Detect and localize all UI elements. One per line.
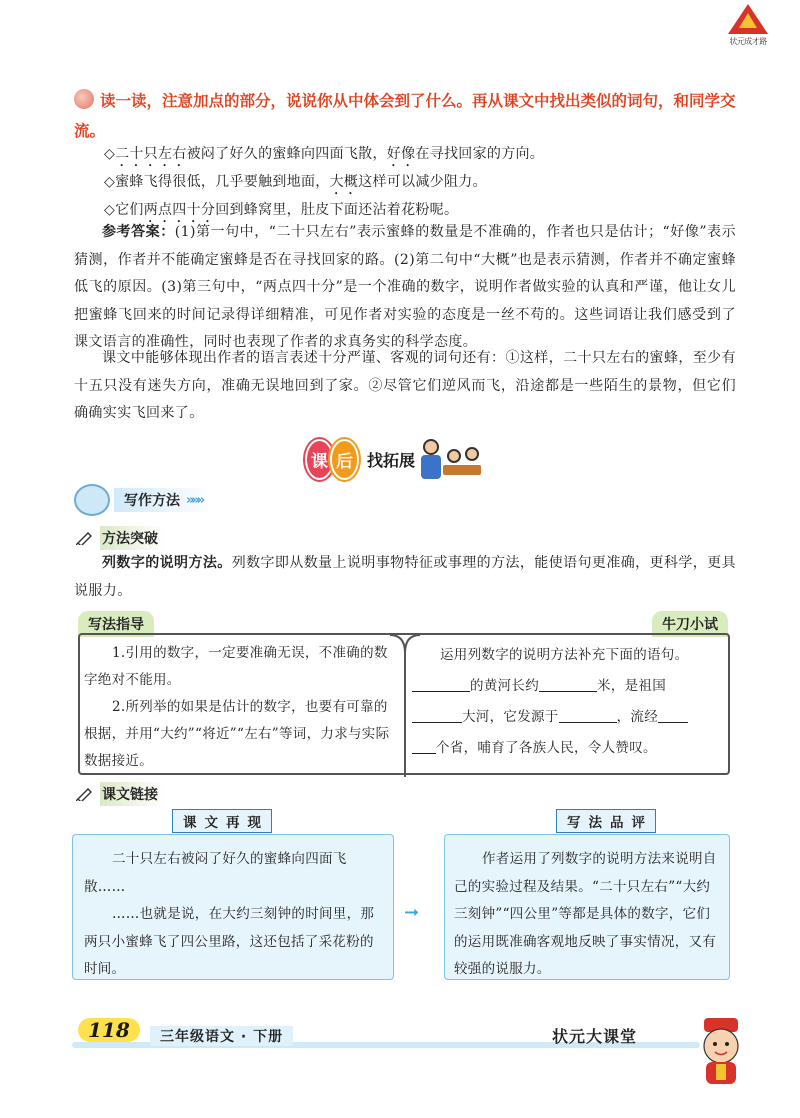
exercise-question [74,86,754,146]
fill-blank[interactable] [412,740,436,754]
fill-blank[interactable] [412,678,470,692]
writing-review-text [454,846,722,984]
answer-body: (1)第一句中，“二十只左右”表示蜜蜂的数量是不准确的，作者也只是估计；“好像”表示猜测，作者并不能确定蜜蜂是否在寻找回家的路。(2)第二句中“大概”也是表示猜测，作者并不确定蜜蜂低飞的原因。(3)第三句中，“两点四十分”是一个准确的数字，说明作者做实验的认真和严谨，他让女儿把蜜蜂飞回来的时间记录得详细精准，可见作者对实验的态度是一丝不苟的。这些词语让我们感受到了课文语言的准确性，同时也表现了作者的求真务实的科学态度。 [74,224,737,350]
question-text: 读一读，注意加点的部分，说说你从中体会到了什么。再从课文中找出类似的词句，和同学交流。 [74,92,736,140]
method-body: 列数字即从数量上说明事物特征或事理的方法，能使语句更准确，更科学，更具说服力。 [74,555,736,599]
banner-char-2: 后 [330,439,359,480]
writing-guide-tag: 写法指导 [78,611,154,637]
answer-label: 参考答案： [102,224,175,240]
method-description [74,550,736,605]
scholar-mascot-icon [690,1016,752,1088]
fill-blank[interactable] [658,709,688,723]
students-illustration-icon [421,439,481,479]
text-link-title: 课文链接 [100,782,166,806]
emphasis-text: 两点四十分 [143,202,216,218]
banner-label: 找拓展 [367,450,416,470]
fill-blank[interactable] [539,678,597,692]
writing-method-title: 写作方法 [124,493,180,509]
example-sentence-3: ◇它们两点四十分回到蜂窝里，肚皮下面还沾着花粉呢。 [104,202,459,218]
answer-extra: 课文中能够体现出作者的语言表述十分严谨、客观的词句还有：①这样，二十只左右的蜜蜂，至少有十五只没有迷失方向，准确无误地回到了家。②尽管它们逆风而飞，沿途都是一些陌生的景物，但它们确确实实飞回来了。 [74,350,736,421]
quick-trial-tag: 牛刀小试 [652,611,728,637]
example-sentence-2: ◇蜜蜂飞得很低，几乎要触到地面，大概这样可以减少阻力。 [104,174,487,190]
pencil-icon [76,531,94,545]
fill-blank[interactable] [559,709,617,723]
section-banner-kehou [305,436,481,482]
quick-trial-text [412,640,724,764]
guide-point-2: 2.所列举的如果是估计的数字，也要有可靠的根据，并用“大约”“将近”“左右”等词，力求与实际数据接近。 [84,699,390,769]
emphasis-text: 二十只左右 [115,146,187,162]
brand-name: 状元大课堂 [552,1027,638,1046]
chevron-right-icon: »»» [186,492,203,508]
writing-review-tag: 写法品评 [556,809,656,833]
text-reappear-text [84,846,384,984]
trial-fill-line-3: 个省，哺育了各族人民，令人赞叹。 [412,733,724,764]
logo-triangle-icon [728,4,768,34]
page-number: 118 [78,1018,140,1042]
method-lead: 列数字的说明方法。 [102,555,232,571]
reference-answer [74,219,736,357]
publisher-logo [718,4,778,48]
mascot-icon [74,484,110,516]
reappear-p2: ……也就是说，在大约三刻钟的时间里，那两只小蜜蜂飞了四公里路，这还包括了采花粉的时间。 [84,906,375,977]
pencil-icon [76,787,94,801]
writing-method-header [74,484,212,516]
logo-text: 状元成才路 [729,37,767,46]
fill-blank[interactable] [412,709,462,723]
guide-point-1: 1.引用的数字，一定要准确无误，不准确的数字绝对不能用。 [84,645,388,688]
bubble-icon [74,89,94,109]
trial-fill-line-2: 大河，它发源于 ，流经 [412,702,724,733]
example-sentence-1: ◇二十只左右被闷了好久的蜜蜂向四面飞散，好像在寻找回家的方向。 [104,146,545,162]
reappear-p1: 二十只左右被闷了好久的蜜蜂向四面飞散…… [84,851,347,895]
writing-guide-text [84,640,390,775]
emphasis-text: 好像 [386,146,416,162]
method-breakthrough-header [76,526,166,550]
text-reappear-tag: 课文再现 [172,809,272,833]
text-link-header [76,782,166,806]
arrow-right-icon: ➞ [404,902,420,923]
trial-intro: 运用列数字的说明方法补充下面的语句。 [440,647,689,663]
trial-fill-line-1: 的黄河长约 米，是祖国 [412,671,724,702]
review-p1: 作者运用了列数字的说明方法来说明自己的实验过程及结果。“二十只左右”“大约三刻钟”“四公里”等都是具体的数字，它们的运用既准确客观地反映了事实情况，又有较强的说服力。 [454,851,717,977]
book-title: 三年级语文 · 下册 [150,1026,293,1046]
emphasis-text: 大概 [329,174,359,190]
method-breakthrough-title: 方法突破 [100,526,166,550]
banner-char-1: 课 [305,439,334,480]
